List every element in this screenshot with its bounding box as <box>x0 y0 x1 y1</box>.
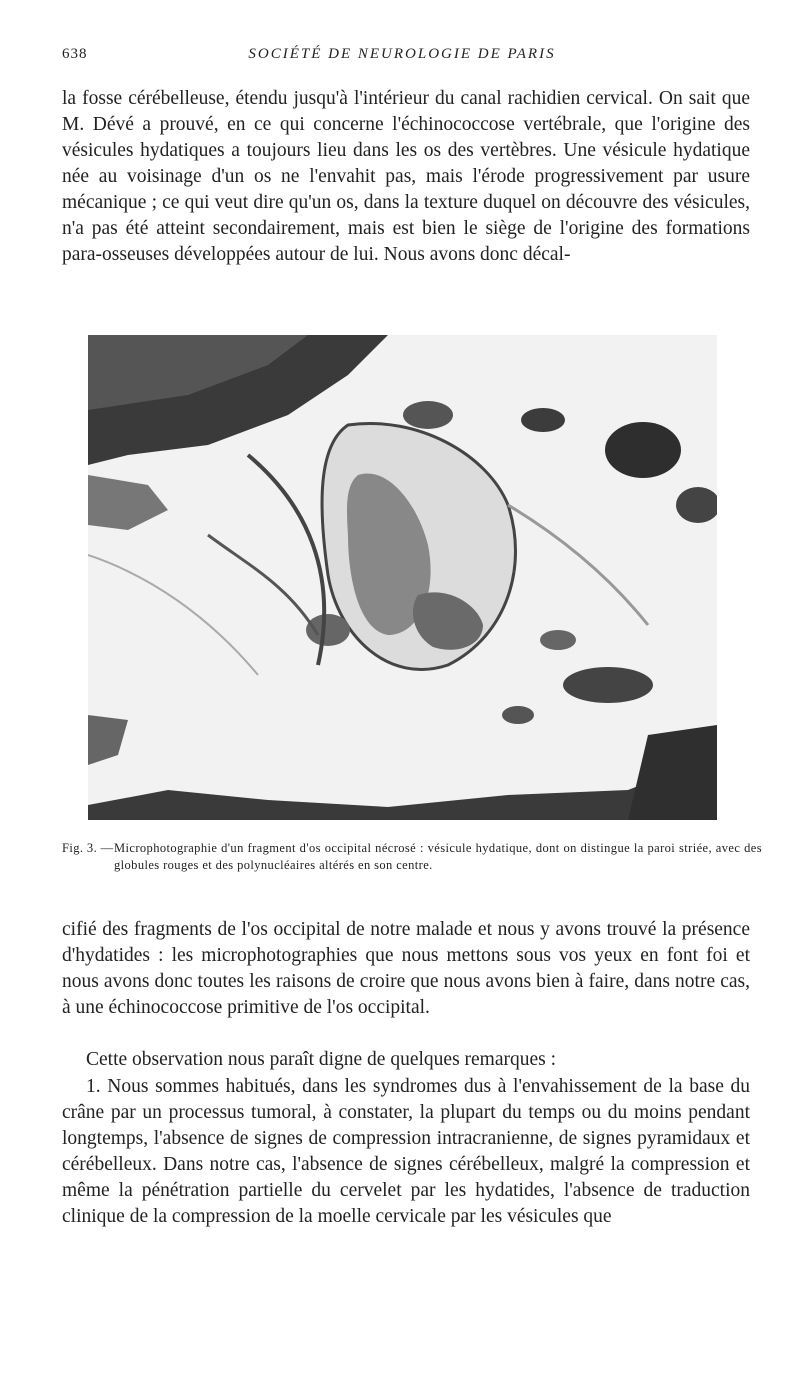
running-title: SOCIÉTÉ DE NEUROLOGIE DE PARIS <box>248 46 556 62</box>
paragraph-continue <box>62 917 750 1021</box>
paragraph-point-1-text: 1. Nous sommes habitués, dans les syndromes dus à l'envahissement de la base du crâne par un processus tumoral, à constater, la plupart du temps ou du moins pendant longtemps, l'absence de signes de compression intracranienne, de signes pyramidaux et cérébelleux. Dans notre cas, l'absence de signes cérébelleux, malgré la compression et même la pénétration partielle du cervelet par les hydatides, l'absence de traduction clinique de la compression de la moelle cervicale par les vésicules que <box>62 1076 750 1227</box>
paragraph-remarks-text: Cette observation nous paraît digne de quelques remarques : <box>86 1049 557 1070</box>
page-header <box>62 46 742 72</box>
page-number: 638 <box>62 46 88 62</box>
micrograph-image <box>88 335 717 820</box>
figure-caption-text: Microphotographie d'un fragment d'os occipital nécrosé : vésicule hydatique, dont on distingue la paroi striée, avec des globules rouges et des polynucléaires altérés en son centre. <box>114 841 762 872</box>
figure-label: Fig. 3. — <box>62 841 114 855</box>
paragraph-top <box>62 86 750 268</box>
micrograph-figure <box>88 335 717 820</box>
paragraph-top-text: la fosse cérébelleuse, étendu jusqu'à l'intérieur du canal rachidien cervical. On sait que M. Dévé a prouvé, en ce qui concerne l'échinococcose vertébrale, que l'origine des vésicules hydatiques a toujours lieu dans les os des vertèbres. Une vésicule hydatique née au voisinage d'un os ne l'envahit pas, mais l'érode progressivement par usure mécanique ; ce qui veut dire qu'un os, dans la texture duquel on découvre des vésicules, n'a pas été atteint secondairement, mais est bien le siège de l'origine des formations para-osseuses développées autour de lui. Nous avons donc décal- <box>62 88 750 265</box>
paragraph-continue-text: cifié des fragments de l'os occipital de notre malade et nous y avons trouvé la présence d'hydatides : les microphotographies que nous mettons sous vos yeux en font foi et nous avons donc toutes les raisons de croire que nous avons bien à faire, dans notre cas, à une échinococcose primitive de l'os occipital. <box>62 919 750 1018</box>
paragraph-point-1 <box>62 1074 750 1230</box>
paragraph-remarks <box>62 1047 750 1073</box>
